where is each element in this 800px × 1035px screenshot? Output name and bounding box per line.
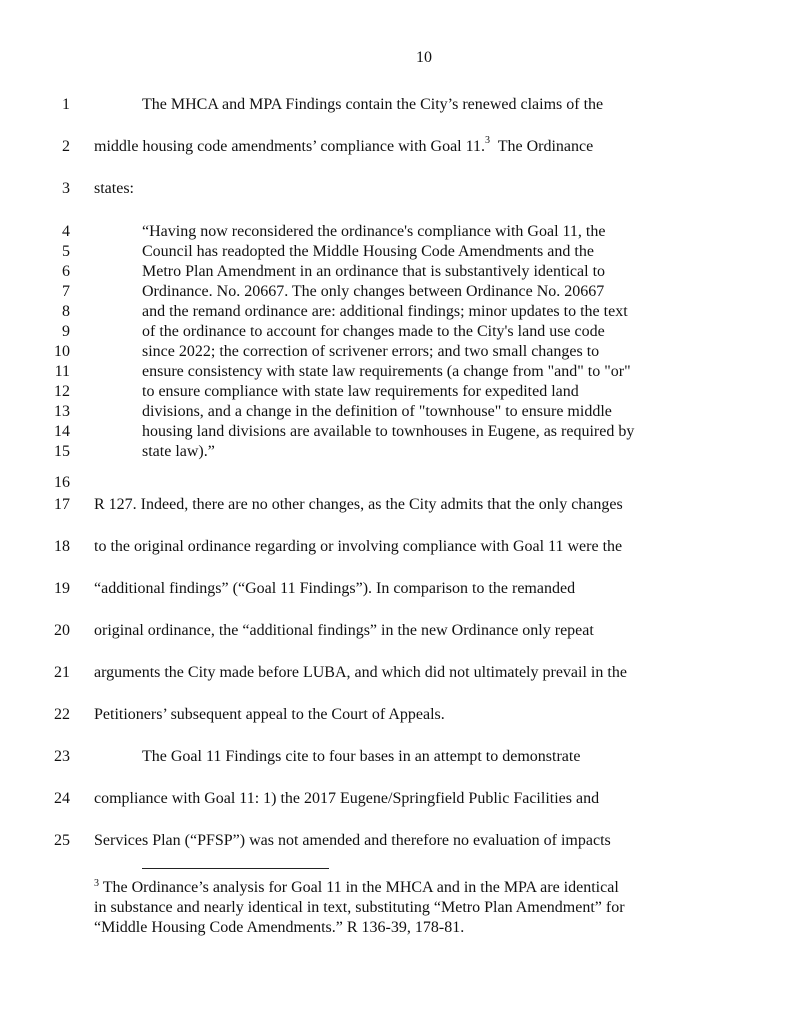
block-quote-line: Council has readopted the Middle Housing Code Amendments and the bbox=[142, 243, 594, 260]
line-number: 23 bbox=[54, 748, 70, 765]
line-number: 25 bbox=[54, 832, 70, 849]
block-quote-line: “Having now reconsidered the ordinance's compliance with Goal 11, the bbox=[142, 223, 606, 240]
body-text-segment: middle housing code amendments’ compliance with Goal 11. bbox=[94, 138, 486, 155]
footnote-reference: 3 bbox=[485, 134, 491, 146]
footnote-separator bbox=[142, 868, 329, 869]
body-text-line: Petitioners’ subsequent appeal to the Court of Appeals. bbox=[94, 706, 445, 723]
block-quote-line: ensure consistency with state law requirements (a change from "and" to "or" bbox=[142, 363, 631, 380]
footnote-line: “Middle Housing Code Amendments.” R 136-39, 178-81. bbox=[94, 919, 465, 936]
block-quote-line: since 2022; the correction of scrivener errors; and two small changes to bbox=[142, 343, 600, 360]
body-text-segment: The Ordinance bbox=[490, 138, 594, 155]
body-text-line: Services Plan (“PFSP”) was not amended and therefore no evaluation of impacts bbox=[94, 832, 611, 849]
footnote-line bbox=[94, 878, 619, 900]
block-quote-line: housing land divisions are available to townhouses in Eugene, as required by bbox=[142, 423, 635, 440]
line-number: 14 bbox=[54, 423, 70, 440]
body-text-line: compliance with Goal 11: 1) the 2017 Eugene/Springfield Public Facilities and bbox=[94, 790, 600, 807]
line-number: 10 bbox=[54, 343, 70, 360]
body-text-line: to the original ordinance regarding or involving compliance with Goal 11 were the bbox=[94, 538, 623, 555]
block-quote-line: state law).” bbox=[142, 443, 215, 460]
line-number: 18 bbox=[54, 538, 70, 555]
line-number: 7 bbox=[62, 283, 70, 300]
body-text-line: states: bbox=[94, 180, 134, 197]
footnote-line: in substance and nearly identical in text, substituting “Metro Plan Amendment” for bbox=[94, 899, 625, 916]
page-number: 10 bbox=[416, 49, 432, 66]
line-number: 20 bbox=[54, 622, 70, 639]
body-text-line: original ordinance, the “additional findings” in the new Ordinance only repeat bbox=[94, 622, 594, 639]
block-quote-line: divisions, and a change in the definition of "townhouse" to ensure middle bbox=[142, 403, 612, 420]
footnote-mark: 3 bbox=[94, 878, 99, 889]
line-number: 16 bbox=[54, 474, 70, 491]
body-text-line: R 127. Indeed, there are no other changes, as the City admits that the only changes bbox=[94, 496, 623, 513]
block-quote-line: to ensure compliance with state law requirements for expedited land bbox=[142, 383, 579, 400]
body-text-line: arguments the City made before LUBA, and which did not ultimately prevail in the bbox=[94, 664, 627, 681]
body-text-line bbox=[94, 134, 594, 157]
line-number: 5 bbox=[62, 243, 70, 260]
line-number: 8 bbox=[62, 303, 70, 320]
line-number: 17 bbox=[54, 496, 70, 513]
block-quote-line: and the remand ordinance are: additional findings; minor updates to the text bbox=[142, 303, 628, 320]
line-number: 11 bbox=[54, 363, 70, 380]
line-number: 6 bbox=[62, 263, 70, 280]
line-number: 9 bbox=[62, 323, 70, 340]
block-quote-line: Ordinance. No. 20667. The only changes between Ordinance No. 20667 bbox=[142, 283, 605, 300]
line-number: 19 bbox=[54, 580, 70, 597]
block-quote-line: of the ordinance to account for changes made to the City's land use code bbox=[142, 323, 605, 340]
line-number: 21 bbox=[54, 664, 70, 681]
line-number: 1 bbox=[62, 96, 70, 113]
line-number: 13 bbox=[54, 403, 70, 420]
line-number: 12 bbox=[54, 383, 70, 400]
line-number: 24 bbox=[54, 790, 70, 807]
line-number: 15 bbox=[54, 443, 70, 460]
line-number: 3 bbox=[62, 180, 70, 197]
line-number: 22 bbox=[54, 706, 70, 723]
body-text-line: The MHCA and MPA Findings contain the City’s renewed claims of the bbox=[142, 96, 604, 113]
line-number: 2 bbox=[62, 138, 70, 155]
footnote-text: The Ordinance’s analysis for Goal 11 in the MHCA and in the MPA are identical bbox=[99, 879, 619, 896]
body-text-line: “additional findings” (“Goal 11 Findings”). In comparison to the remanded bbox=[94, 580, 576, 597]
line-number: 4 bbox=[62, 223, 70, 240]
body-text-line: The Goal 11 Findings cite to four bases in an attempt to demonstrate bbox=[142, 748, 581, 765]
block-quote-line: Metro Plan Amendment in an ordinance that is substantively identical to bbox=[142, 263, 606, 280]
